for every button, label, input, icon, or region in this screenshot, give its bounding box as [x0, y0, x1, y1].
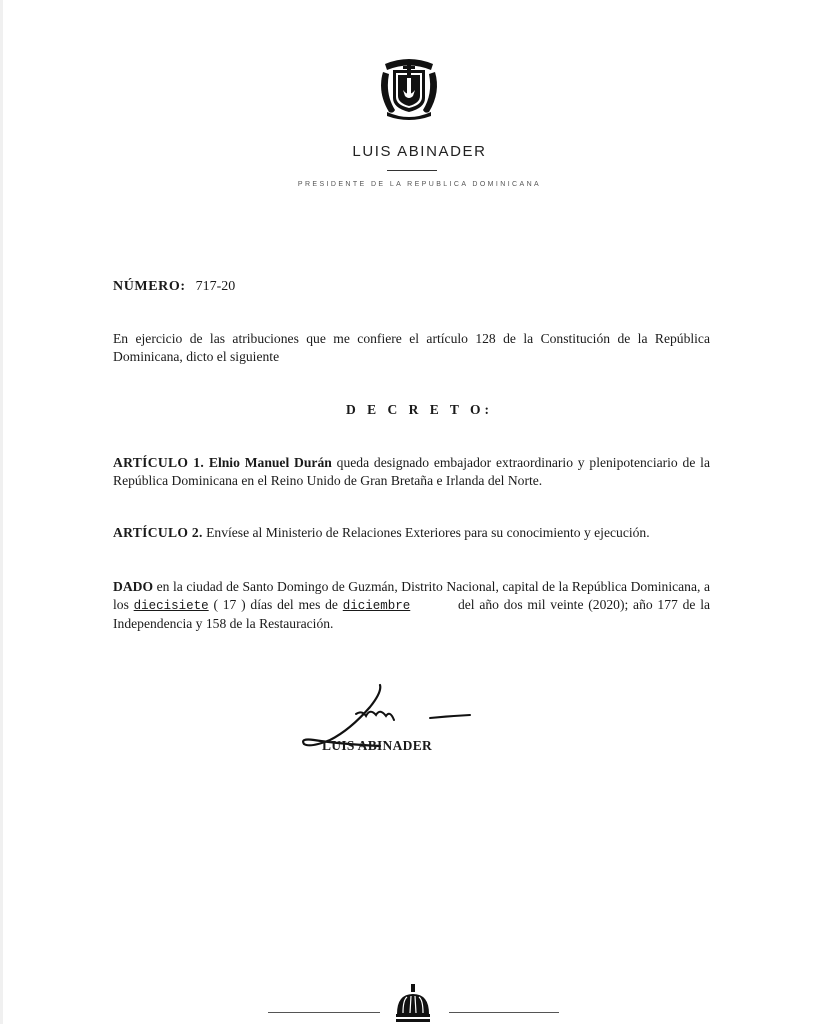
- footer-rule-right: [449, 1012, 559, 1013]
- decree-number: [113, 279, 235, 295]
- decreto-heading: D E C R E T O:: [345, 402, 494, 417]
- dado-label: DADO: [113, 579, 154, 594]
- header-divider: [387, 170, 437, 171]
- article-2-text: Envíese al Ministerio de Relaciones Exteriores para su conocimiento y ejecución.: [206, 525, 650, 540]
- dado-text-3: del año dos mil veinte (2020); año 177 de la Independencia y 158 de la Restauración.: [113, 597, 711, 631]
- article-2: [113, 524, 710, 542]
- header-name: LUIS ABINADER: [352, 143, 487, 160]
- appointee-name: Elnio Manuel Durán: [208, 455, 332, 470]
- dado-text-2: días del mes de: [250, 597, 338, 612]
- header-title: PRESIDENTE DE LA REPUBLICA DOMINICANA: [297, 181, 542, 188]
- intro-paragraph: En ejercicio de las atribuciones que me confiere el artículo 128 de la Constitución de la República Dominicana, dicto el siguiente: [113, 331, 710, 364]
- article-2-label: ARTÍCULO 2.: [113, 525, 203, 540]
- dado-paragraph: [113, 578, 710, 633]
- palace-dome-icon: [393, 982, 433, 1024]
- decree-number-label: NÚMERO:: [113, 279, 186, 294]
- footer-rule-left: [268, 1012, 380, 1013]
- coat-of-arms-icon: [377, 52, 441, 122]
- month-field: diciembre: [342, 599, 411, 613]
- decree-number-value: 717-20: [195, 279, 236, 294]
- article-1: [113, 454, 710, 490]
- dado-text-1: en la ciudad de Santo Domingo de Guzmán, Distrito Nacional, capital de la República Dominicana, a los: [113, 579, 710, 612]
- article-1-text: queda designado embajador extraordinario y plenipotenciario de la República Dominicana en el Reino Unido de Gran Bretaña e Irlanda del Norte.: [113, 455, 710, 488]
- article-1-label: ARTÍCULO 1.: [113, 455, 205, 470]
- signatory-name: LUIS ABINADER: [322, 738, 433, 753]
- day-number: ( 17 ): [213, 597, 246, 612]
- day-words-field: diecisiete: [133, 599, 209, 613]
